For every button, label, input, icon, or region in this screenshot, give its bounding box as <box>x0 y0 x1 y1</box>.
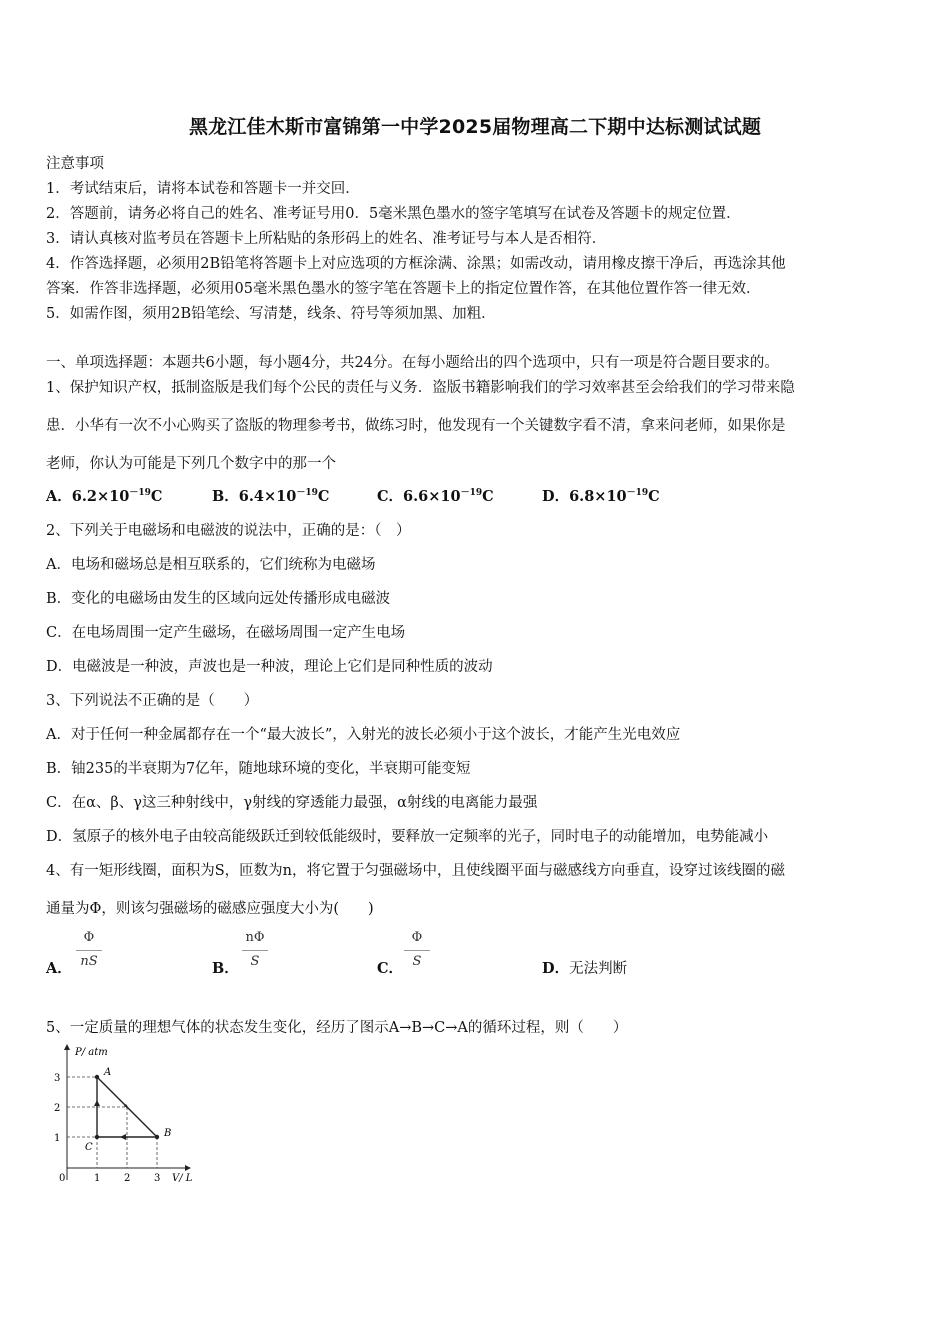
notice-item: 2．答题前，请务必将自己的姓名、准考证号用0．5毫米黑色墨水的签字笔填写在试卷及答题卡的规定位置． <box>46 206 741 222</box>
point-c-label: C <box>85 1142 93 1153</box>
x-tick-label: 1 <box>94 1173 101 1184</box>
notice-item: 1．考试结束后，请将本试卷和答题卡一并交回． <box>46 181 360 197</box>
option-c-label: C． <box>377 960 404 977</box>
notice-item: 答案．作答非选择题，必须用05毫米黑色墨水的签字笔在答题卡上的指定位置作答，在其他位置作答一律无效． <box>46 281 761 297</box>
question-3-option: B．铀235的半衰期为7亿年，随地球环境的变化，半衰期可能变短 <box>46 761 471 777</box>
option-a-label: A． <box>46 960 72 977</box>
pv-diagram <box>50 1040 210 1190</box>
point-c <box>95 1135 99 1139</box>
question-1-text: 老师，你认为可能是下列几个数字中的那一个 <box>46 456 336 472</box>
option-d: D．无法判断 <box>542 960 628 977</box>
y-tick-label: 3 <box>54 1073 61 1084</box>
notice-heading: 注意事项 <box>46 156 104 172</box>
option-a: A．$6.2\times 10^{-19}C$ <box>46 488 163 505</box>
question-2-option: B．变化的电磁场由发生的区域向远处传播形成电磁波 <box>46 591 391 607</box>
arrow-b-to-c <box>120 1134 126 1140</box>
question-4-text: 通量为Φ，则该匀强磁场的磁感应强度大小为( ) <box>46 901 374 917</box>
point-b-label: B <box>164 1128 172 1139</box>
option-b-fraction: nΦ S <box>242 930 268 969</box>
option-a-fraction: Φ nS <box>76 930 102 969</box>
section-heading: 一、单项选择题：本题共6小题，每小题4分，共24分。在每小题给出的四个选项中，只有一项是符合题目要求的。 <box>46 355 779 371</box>
option-c-fraction: Φ S <box>404 930 430 969</box>
question-2-option: C．在电场周围一定产生磁场，在磁场周围一定产生电场 <box>46 625 406 641</box>
option-d: D．$6.8\times 10^{-19}C$ <box>542 488 660 505</box>
question-3-option: D．氢原子的核外电子由较高能级跃迁到较低能级时，要释放一定频率的光子，同时电子的动能增加，电势能减小 <box>46 829 769 845</box>
question-3-stem: 3、下列说法不正确的是（ ） <box>46 693 259 709</box>
option-c: C．$6.6\times 10^{-19}C$ <box>377 488 494 505</box>
y-tick-label: 1 <box>54 1133 61 1144</box>
x-tick-label: 2 <box>124 1173 131 1184</box>
y-tick-label: 2 <box>54 1103 61 1114</box>
question-3-option: A．对于任何一种金属都存在一个“最大波长”，入射光的波长必须小于这个波长，才能产生光电效应 <box>46 727 681 743</box>
question-1-text: 1、保护知识产权，抵制盗版是我们每个公民的责任与义务．盗版书籍影响我们的学习效率甚至会给我们的学习带来隐 <box>46 380 795 396</box>
question-1-text: 患．小华有一次不小心购买了盗版的物理参考书，做练习时，他发现有一个关键数字看不清，拿来问老师，如果你是 <box>46 418 786 434</box>
y-axis-label: P/ atm <box>75 1047 108 1058</box>
page-title: 黑龙江佳木斯市富锦第一中学2025届物理高二下期中达标测试试题 <box>188 116 762 138</box>
x-tick-label: 3 <box>154 1173 161 1184</box>
point-a <box>95 1075 99 1079</box>
option-b: B．$6.4\times 10^{-19}C$ <box>212 488 330 505</box>
question-2-option: D．电磁波是一种波，声波也是一种波，理论上它们是同种性质的波动 <box>46 659 493 675</box>
question-2-option: A．电场和磁场总是相互联系的，它们统称为电磁场 <box>46 557 376 573</box>
notice-item: 4．作答选择题，必须用2B铅笔将答题卡上对应选项的方框涂满、涂黑；如需改动，请用橡皮擦干净后，再选涂其他 <box>46 256 786 272</box>
notice-item: 3．请认真核对监考员在答题卡上所粘贴的条形码上的姓名、准考证号与本人是否相符． <box>46 231 607 247</box>
question-2-stem: 2、下列关于电磁场和电磁波的说法中，正确的是：（ ） <box>46 523 411 539</box>
arrow-c-to-a <box>94 1100 100 1106</box>
point-a-label: A <box>104 1067 112 1078</box>
option-b-label: B． <box>212 960 239 977</box>
origin-label: 0 <box>59 1173 66 1184</box>
question-5-stem: 5、一定质量的理想气体的状态发生变化，经历了图示A→B→C→A的循环过程，则（ ） <box>46 1020 628 1036</box>
question-3-option: C．在α、β、γ这三种射线中，γ射线的穿透能力最强，α射线的电离能力最强 <box>46 795 538 811</box>
question-4-text: 4、有一矩形线圈，面积为S，匝数为n，将它置于匀强磁场中，且使线圈平面与磁感线方向垂直，设穿过该线圈的磁 <box>46 863 785 879</box>
point-b <box>155 1135 159 1139</box>
x-axis-label: V/ L <box>172 1173 193 1184</box>
notice-item: 5．如需作图，须用2B铅笔绘、写清楚，线条、符号等须加黑、加粗． <box>46 306 496 322</box>
question-4-options <box>46 930 746 980</box>
